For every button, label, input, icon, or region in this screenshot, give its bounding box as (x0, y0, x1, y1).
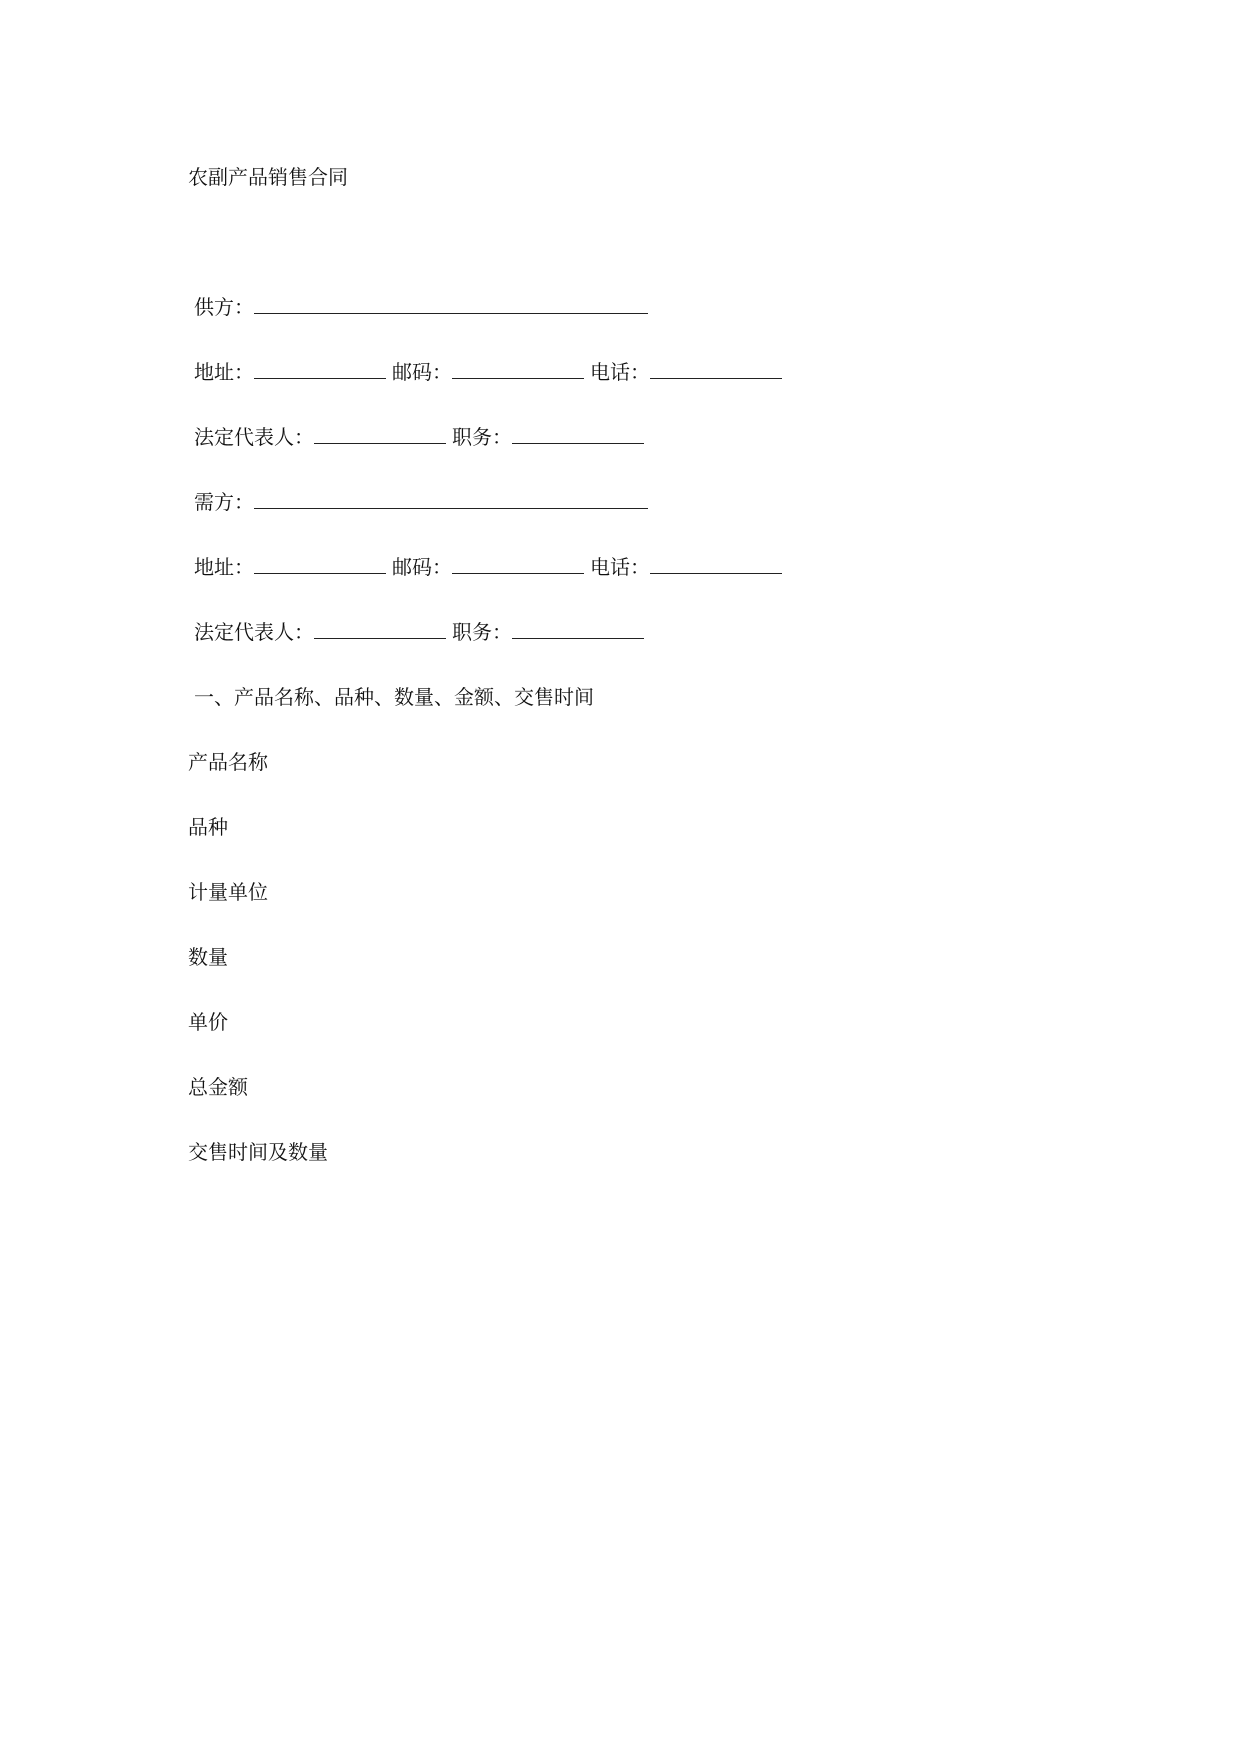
section-1-heading: 一、产品名称、品种、数量、金额、交售时间 (194, 685, 594, 709)
buyer-party-blank[interactable] (254, 488, 648, 509)
buyer-party-label: 需方： (194, 490, 254, 514)
supplier-phone-label: 电话： (590, 360, 650, 384)
list-item: 产品名称 (188, 750, 268, 774)
list-item: 单价 (188, 1010, 228, 1034)
document-title: 农副产品销售合同 (188, 165, 348, 189)
list-item: 数量 (188, 945, 228, 969)
supplier-legal-rep-blank[interactable] (314, 423, 446, 444)
buyer-contact-row (194, 553, 782, 581)
list-item: 品种 (188, 815, 228, 839)
supplier-party-label: 供方： (194, 295, 254, 319)
supplier-party-row (194, 293, 648, 321)
supplier-rep-row (194, 423, 644, 451)
supplier-postcode-blank[interactable] (452, 358, 584, 379)
supplier-position-label: 职务： (452, 425, 512, 449)
supplier-position-blank[interactable] (512, 423, 644, 444)
list-item: 交售时间及数量 (188, 1140, 328, 1164)
buyer-party-row (194, 488, 648, 516)
buyer-address-blank[interactable] (254, 553, 386, 574)
buyer-position-label: 职务： (452, 620, 512, 644)
supplier-address-label: 地址： (194, 360, 254, 384)
supplier-address-blank[interactable] (254, 358, 386, 379)
buyer-rep-row (194, 618, 644, 646)
buyer-legal-rep-blank[interactable] (314, 618, 446, 639)
supplier-postcode-label: 邮码： (392, 360, 452, 384)
list-item: 计量单位 (188, 880, 268, 904)
buyer-legal-rep-label: 法定代表人： (194, 620, 314, 644)
buyer-phone-label: 电话： (590, 555, 650, 579)
supplier-legal-rep-label: 法定代表人： (194, 425, 314, 449)
supplier-party-blank[interactable] (254, 293, 648, 314)
buyer-postcode-label: 邮码： (392, 555, 452, 579)
supplier-contact-row (194, 358, 782, 386)
buyer-postcode-blank[interactable] (452, 553, 584, 574)
list-item: 总金额 (188, 1075, 248, 1099)
buyer-phone-blank[interactable] (650, 553, 782, 574)
supplier-phone-blank[interactable] (650, 358, 782, 379)
buyer-address-label: 地址： (194, 555, 254, 579)
buyer-position-blank[interactable] (512, 618, 644, 639)
